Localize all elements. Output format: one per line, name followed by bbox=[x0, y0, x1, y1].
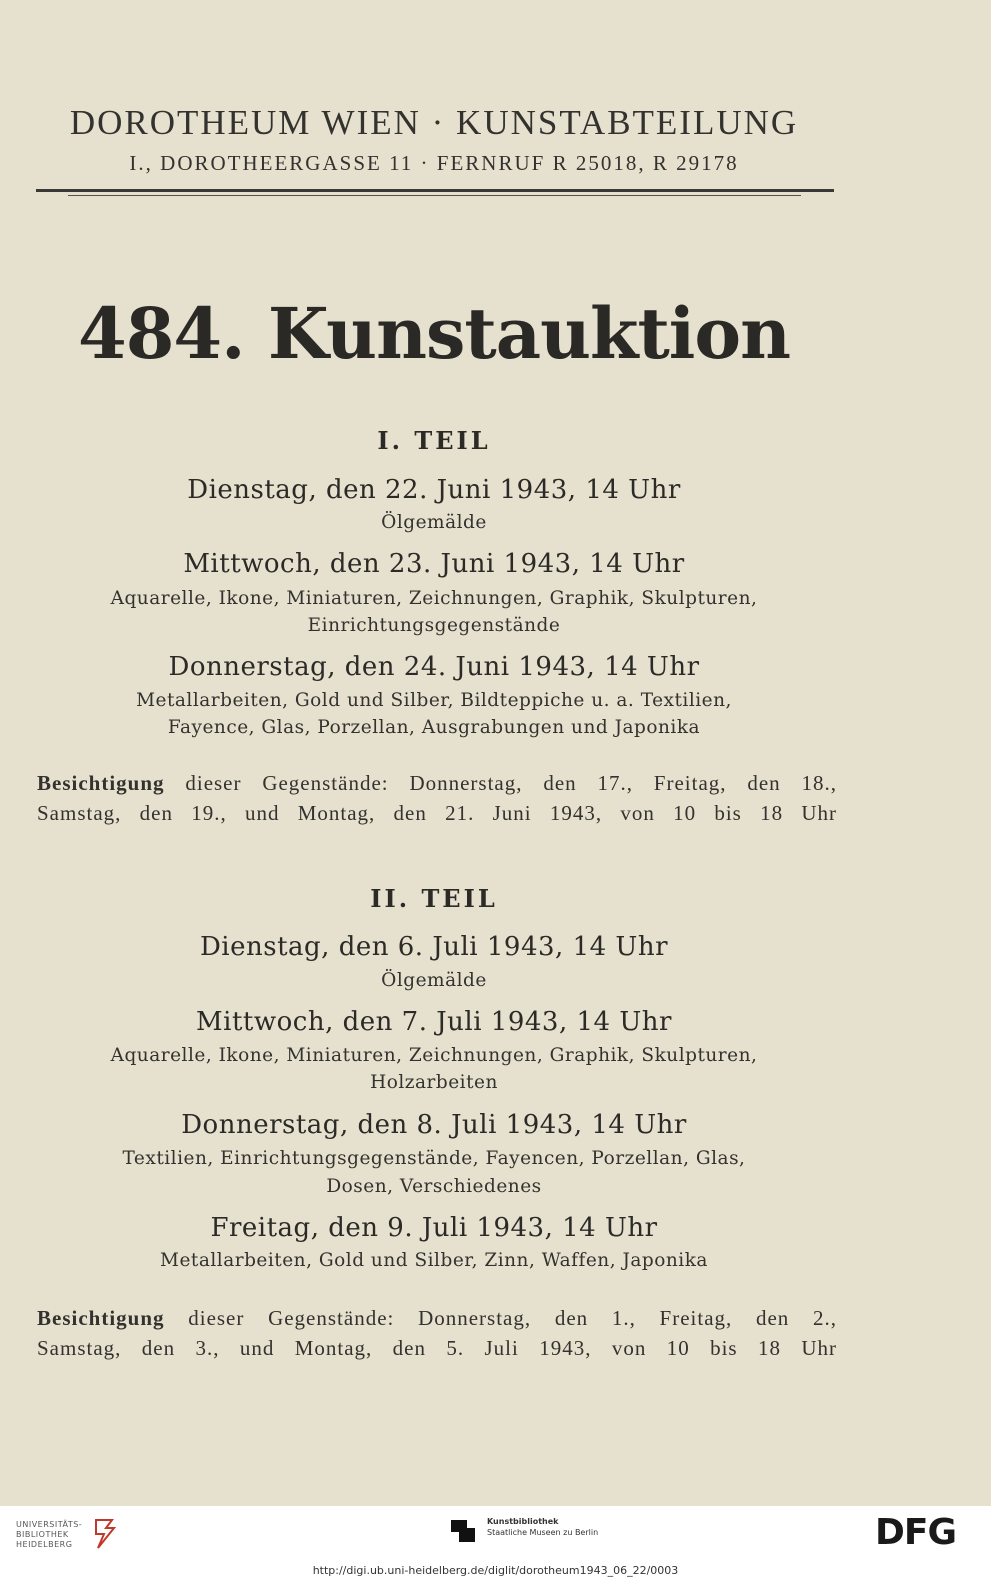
part2-day2-items-line1: Aquarelle, Ikone, Miniaturen, Zeichnungen, Graphik, Skulpturen, bbox=[110, 1045, 758, 1066]
part2-day2-items-line2: Holzarbeiten bbox=[370, 1072, 498, 1093]
ub-line1: UNIVERSITÄTS- bbox=[16, 1520, 83, 1529]
viewing-text-line2: Samstag, den 3., und Montag, den 5. Juli 1943, von 10 bis 18 Uhr bbox=[37, 1336, 837, 1360]
part2-day2-date: Mittwoch, den 7. Juli 1943, 14 Uhr bbox=[196, 1007, 672, 1037]
part1-day3-items-line2: Fayence, Glas, Porzellan, Ausgrabungen und Japonika bbox=[167, 717, 701, 738]
kb-subtitle: Staatliche Museen zu Berlin bbox=[487, 1528, 599, 1537]
part2-day1-date: Dienstag, den 6. Juli 1943, 14 Uhr bbox=[199, 932, 669, 962]
part1-day3-date: Donnerstag, den 24. Juni 1943, 14 Uhr bbox=[168, 652, 700, 682]
header-title: DOROTHEUM WIEN · KUNSTABTEILUNG bbox=[69, 103, 799, 142]
part1-day1-items: Ölgemälde bbox=[381, 512, 487, 533]
part2-heading: II. TEIL bbox=[370, 884, 498, 913]
part2-day1-items: Ölgemälde bbox=[381, 970, 487, 991]
part1-day2-items-line1: Aquarelle, Ikone, Miniaturen, Zeichnungen, Graphik, Skulpturen, bbox=[110, 588, 758, 609]
ub-logo-icon bbox=[92, 1516, 118, 1552]
part2-day4-items: Metallarbeiten, Gold und Silber, Zinn, Waffen, Japonika bbox=[160, 1250, 708, 1271]
dfg-logo[interactable]: DFG bbox=[875, 1512, 957, 1553]
part2-day4-date: Freitag, den 9. Juli 1943, 14 Uhr bbox=[210, 1213, 658, 1243]
header-address: I., DOROTHEERGASSE 11 · FERNRUF R 25018, R 29178 bbox=[129, 151, 739, 175]
ub-line3: HEIDELBERG bbox=[16, 1540, 73, 1549]
part2-day3-items-line2: Dosen, Verschiedenes bbox=[326, 1176, 542, 1197]
ub-line2: BIBLIOTHEK bbox=[16, 1530, 69, 1539]
part1-heading: I. TEIL bbox=[377, 426, 491, 455]
part2-day3-items-line1: Textilien, Einrichtungsgegenstände, Fayencen, Porzellan, Glas, bbox=[122, 1148, 746, 1169]
part1-day2-date: Mittwoch, den 23. Juni 1943, 14 Uhr bbox=[183, 549, 685, 579]
source-url[interactable]: http://digi.ub.uni-heidelberg.de/diglit/dorotheum1943_06_22/0003 bbox=[312, 1564, 679, 1577]
viewing-text: dieser Gegenstände: Donnerstag, den 17., Freitag, den 18., bbox=[185, 771, 837, 795]
part1-day2-items-line2: Einrichtungsgegenstände bbox=[307, 615, 561, 636]
kunstbibliothek-label[interactable] bbox=[487, 1516, 598, 1538]
part1-day1-date: Dienstag, den 22. Juni 1943, 14 Uhr bbox=[187, 475, 681, 505]
viewing-text: dieser Gegenstände: Donnerstag, den 1., Freitag, den 2., bbox=[188, 1306, 837, 1330]
kunstbibliothek-logo-icon bbox=[449, 1516, 477, 1544]
part2-viewing-note bbox=[37, 1303, 837, 1363]
part1-day3-items-line1: Metallarbeiten, Gold und Silber, Bildteppiche u. a. Textilien, bbox=[136, 690, 732, 711]
part2-day3-date: Donnerstag, den 8. Juli 1943, 14 Uhr bbox=[181, 1110, 687, 1140]
viewing-label: Besichtigung bbox=[37, 771, 165, 795]
viewing-text-line2: Samstag, den 19., und Montag, den 21. Juni 1943, von 10 bis 18 Uhr bbox=[37, 801, 837, 825]
digitization-footer bbox=[0, 1506, 991, 1581]
auction-title: 484. Kunstauktion bbox=[78, 292, 790, 375]
kb-name: Kunstbibliothek bbox=[487, 1517, 559, 1526]
viewing-label: Besichtigung bbox=[37, 1306, 165, 1330]
ub-heidelberg-label[interactable] bbox=[16, 1520, 82, 1550]
header-rule-thick bbox=[36, 189, 834, 192]
header-rule-thin bbox=[68, 195, 801, 196]
part1-viewing-note bbox=[37, 768, 837, 828]
